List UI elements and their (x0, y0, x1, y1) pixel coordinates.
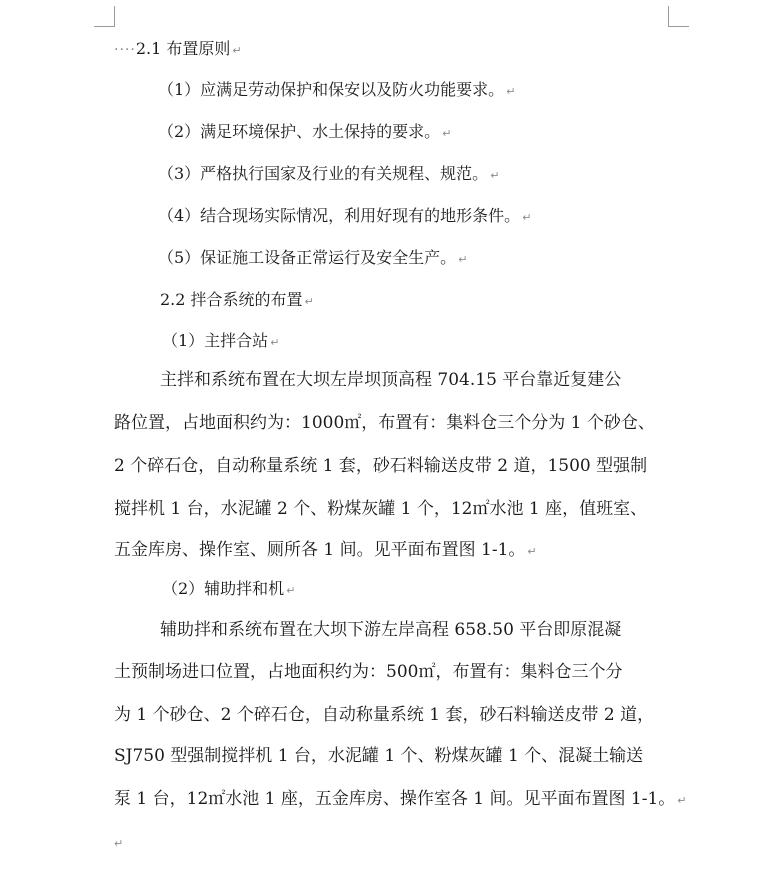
principle-item (158, 80, 515, 102)
leader-dots: ···· (114, 42, 136, 58)
paragraph-line-text: 2 个碎石仓，自动称量系统 1 套，砂石料输送皮带 2 道，1500 型强制 (114, 456, 648, 476)
paragraph-line (114, 705, 654, 725)
paragraph-mark-icon: ↵ (506, 85, 516, 98)
paragraph-line (114, 662, 622, 682)
heading-text: 2.1 布置原则 (135, 39, 231, 58)
principle-item-text: （5）保证施工设备正常运行及安全生产。 (158, 248, 457, 267)
principle-item-text: （1）应满足劳动保护和保安以及防火功能要求。 (158, 80, 505, 99)
paragraph-line (114, 456, 647, 476)
paragraph-line-text: 辅助拌和系统布置在大坝下游左岸高程 658.50 平台即原混凝 (160, 620, 622, 640)
paragraph-mark-icon: ↵ (458, 253, 468, 266)
section-2-2-heading (160, 290, 314, 312)
principle-item (158, 248, 467, 270)
margin-corner-top-left (94, 6, 115, 27)
subsection-title (162, 579, 295, 601)
paragraph-mark-icon: ↵ (304, 295, 314, 308)
paragraph-line (160, 620, 621, 640)
principle-item-text: （2）满足环境保护、水土保持的要求。 (158, 122, 441, 141)
principle-item (158, 122, 451, 144)
heading-text: 2.2 拌合系统的布置 (160, 290, 303, 309)
paragraph-line (114, 413, 655, 433)
paragraph-line-text: SJ750 型强制搅拌机 1 台，水泥罐 1 个、粉煤灰罐 1 个、混凝土输送 (114, 746, 644, 766)
paragraph-mark-icon: ↵ (490, 169, 500, 182)
subsection-title (162, 331, 279, 353)
paragraph-mark-icon: ↵ (442, 127, 452, 140)
principle-item-text: （4）结合现场实际情况，利用好现有的地形条件。 (158, 206, 521, 225)
paragraph-line (114, 499, 647, 519)
paragraph-mark-icon: ↵ (522, 211, 532, 224)
principle-item-text: （3）严格执行国家及行业的有关规程、规范。 (158, 164, 489, 183)
principle-item (158, 206, 531, 228)
paragraph-mark-icon: ↵ (270, 336, 280, 349)
paragraph-line-text: 为 1 个砂仓、2 个碎石仓，自动称量系统 1 套，砂石料输送皮带 2 道， (114, 705, 655, 725)
paragraph-line (114, 746, 643, 766)
margin-corner-top-right (668, 6, 689, 27)
paragraph-line-text: 土预制场进口位置，占地面积约为：500㎡，布置有：集料仓三个分 (114, 662, 623, 682)
section-2-1-heading (114, 39, 242, 61)
paragraph-line (114, 540, 537, 562)
paragraph-line-text: 五金库房、操作室、厕所各 1 间。见平面布置图 1-1。 (114, 540, 526, 560)
paragraph-mark-icon: ↵ (677, 794, 687, 807)
paragraph-mark-icon: ↵ (232, 44, 242, 57)
paragraph-mark-icon: ↵ (114, 837, 124, 850)
subsection-title-text: （2）辅助拌和机 (162, 579, 285, 598)
paragraph-line-text: 主拌和系统布置在大坝左岸坝顶高程 704.15 平台靠近复建公 (160, 370, 622, 390)
paragraph-line-text: 路位置，占地面积约为：1000㎡，布置有：集料仓三个分为 1 个砂仓、 (114, 413, 655, 433)
principle-item (158, 164, 499, 186)
empty-paragraph (112, 832, 123, 854)
paragraph-line (114, 789, 687, 811)
paragraph-line-text: 搅拌机 1 台，水泥罐 2 个、粉煤灰罐 1 个，12㎡水池 1 座，值班室、 (114, 499, 648, 519)
paragraph-mark-icon: ↵ (527, 545, 537, 558)
paragraph-line-text: 泵 1 台，12㎡水池 1 座，五金库房、操作室各 1 间。见平面布置图 1-1。 (114, 789, 676, 809)
paragraph-mark-icon: ↵ (286, 584, 296, 597)
paragraph-line (160, 370, 621, 390)
subsection-title-text: （1）主拌合站 (162, 331, 269, 350)
